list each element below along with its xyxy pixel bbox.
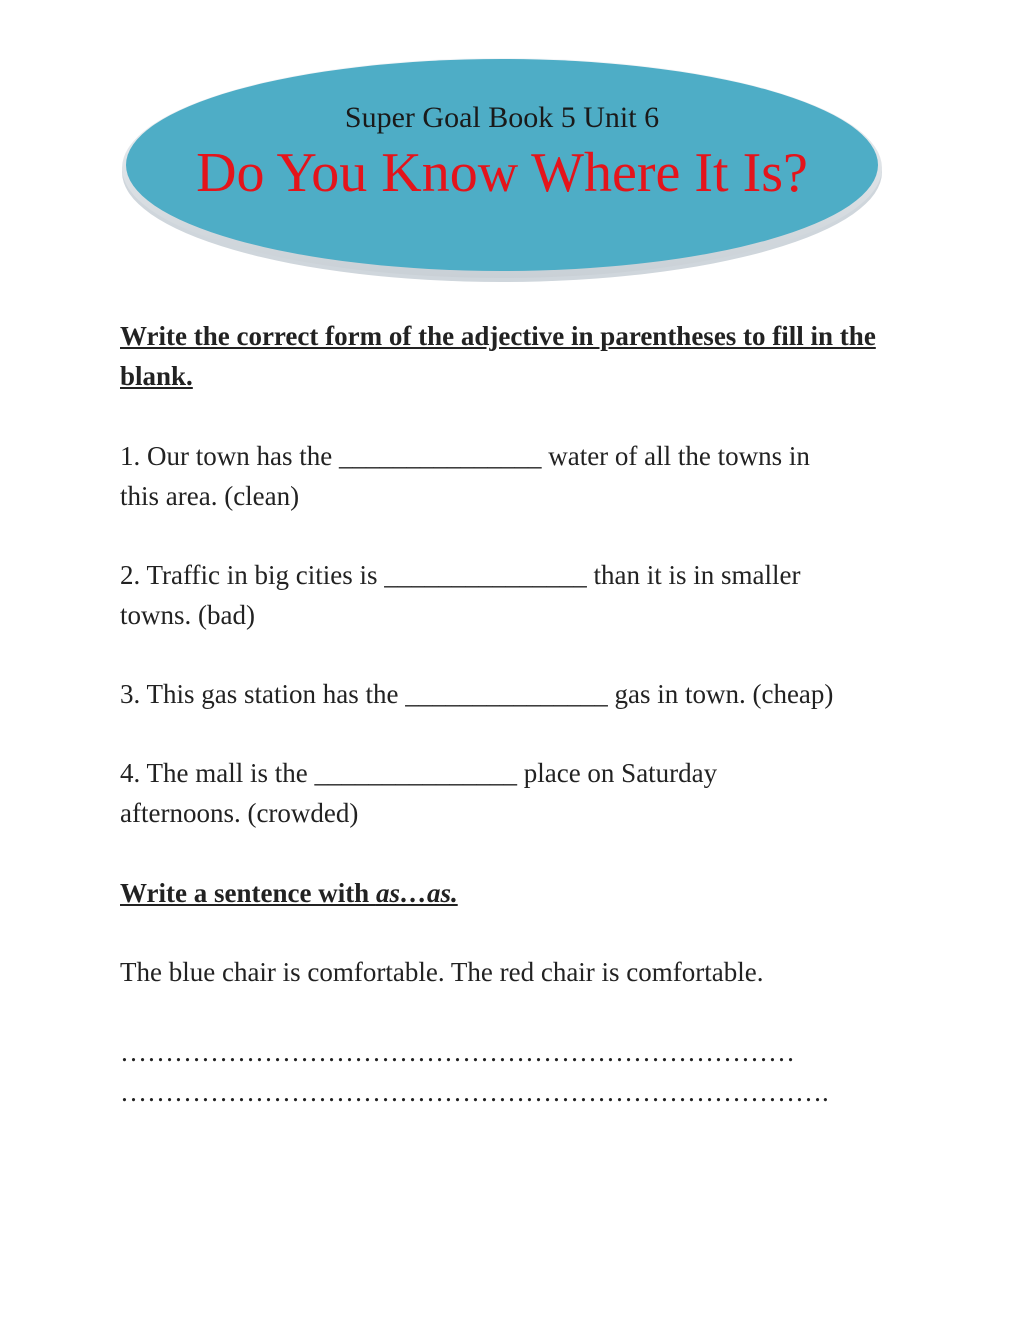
worksheet-body bbox=[120, 316, 920, 1112]
section2-heading bbox=[120, 873, 920, 913]
page-title: Do You Know Where It Is? bbox=[196, 142, 808, 204]
question-3 bbox=[120, 674, 920, 714]
question-3-line1: 3. This gas station has the _______________ gas in town. (cheap) bbox=[120, 679, 834, 709]
section1-heading: Write the correct form of the adjective in parentheses to fill in the blank. bbox=[120, 321, 876, 391]
banner-subtitle: Super Goal Book 5 Unit 6 bbox=[344, 101, 660, 134]
question-2-line1: 2. Traffic in big cities is _______________ than it is in smaller bbox=[120, 560, 801, 590]
answer-line-2: ……………………………………………………………………. bbox=[120, 1077, 829, 1107]
question-4-line2: afternoons. (crowded) bbox=[120, 798, 359, 828]
answer-line-1: ………………………………………………………………… bbox=[120, 1037, 795, 1067]
sentence-prompt: The blue chair is comfortable. The red chair is comfortable. bbox=[120, 957, 764, 987]
question-2 bbox=[120, 555, 920, 635]
question-4-line1: 4. The mall is the _______________ place on Saturday bbox=[120, 758, 718, 788]
question-2-line2: towns. (bad) bbox=[120, 600, 255, 630]
title-banner bbox=[118, 52, 886, 284]
question-1-line2: this area. (clean) bbox=[120, 481, 300, 511]
question-4 bbox=[120, 753, 920, 833]
section2-heading-italic: as…as. bbox=[375, 878, 458, 908]
question-1-line1: 1. Our town has the _______________ water of all the towns in bbox=[120, 441, 810, 471]
question-1 bbox=[120, 436, 920, 516]
section2-heading-text: Write a sentence with bbox=[120, 878, 376, 908]
